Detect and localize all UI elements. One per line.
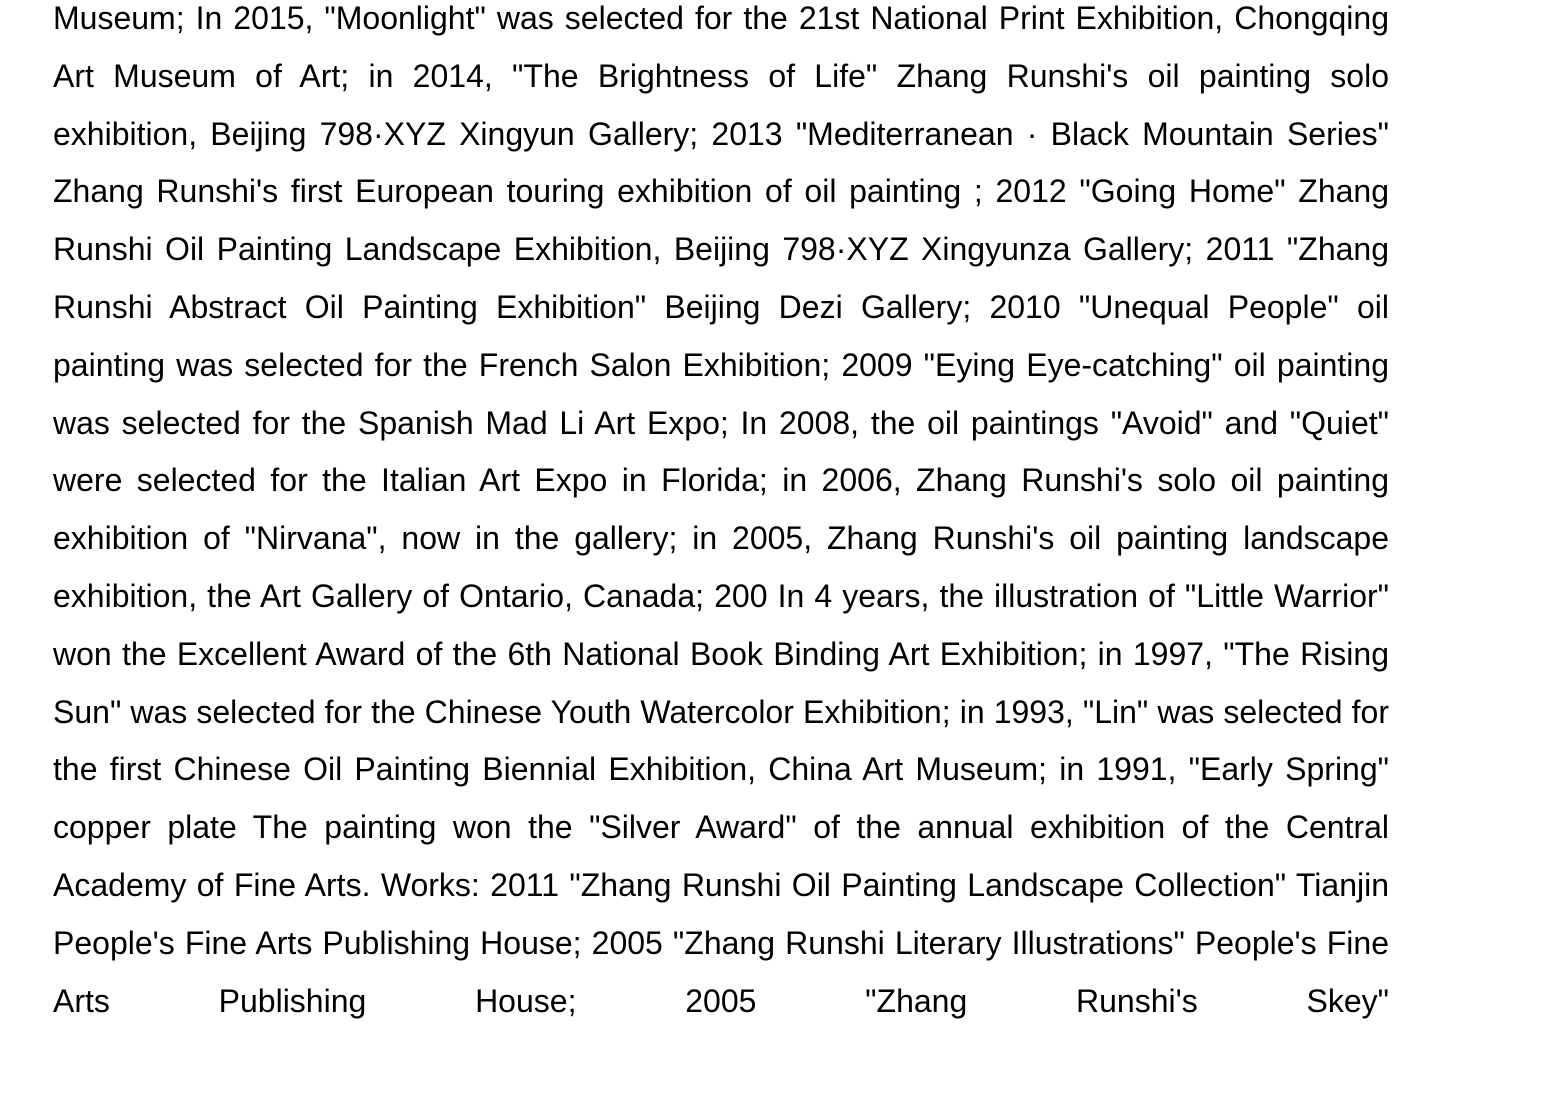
article-body-text: Museum; In 2015, "Moonlight" was selected for the 21st National Print Exhibition, Chongqing Art Museum of Art; in 2014, "The Brightness of Life" Zhang Runshi's oil painting solo exhibition, Beijing 798·XYZ Xingyun Gallery; 2013 "Mediterranean · Black Mountain Series" Zhang Runshi's first European touring exhibition of oil painting ; 2012 "Going Home" Zhang Runshi Oil Painting Landscape Exhibition, Beijing 798·XYZ Xingyunza Gallery; 2011 "Zhang Runshi Abstract Oil Painting Exhibition" Beijing Dezi Gallery; 2010 "Unequal People" oil painting was selected for the French Salon Exhibition; 2009 "Eying Eye-catching" oil painting was selected for the Spanish Mad Li Art Expo; In 2008, the oil paintings "Avoid" and "Quiet" were selected for the Italian Art Expo in Florida; in 2006, Zhang Runshi's solo oil painting exhibition of "Nirvana", now in the gallery; in 2005, Zhang Runshi's oil painting landscape exhibition, the Art Gallery of Ontario, Canada; 200 In 4 years, the illustration of "Little Warrior" won the Excellent Award of the 6th National Book Binding Art Exhibition; in 1997, "The Rising Sun" was selected for the Chinese Youth Watercolor Exhibition; in 1993, "Lin" was selected for the first Chinese Oil Painting Biennial Exhibition, China Art Museum; in 1991, "Early Spring" copper plate The painting won the "Silver Award" of the annual exhibition of the Central Academy of Fine Arts. Works: 2011 "Zhang Runshi Oil Painting Landscape Collection" Tianjin People's Fine Arts Publishing House; 2005 "Zhang Runshi Literary Illustrations" People's Fine Arts Publishing House; 2005 "Zhang Runshi's Skey": [53, 0, 1389, 1019]
